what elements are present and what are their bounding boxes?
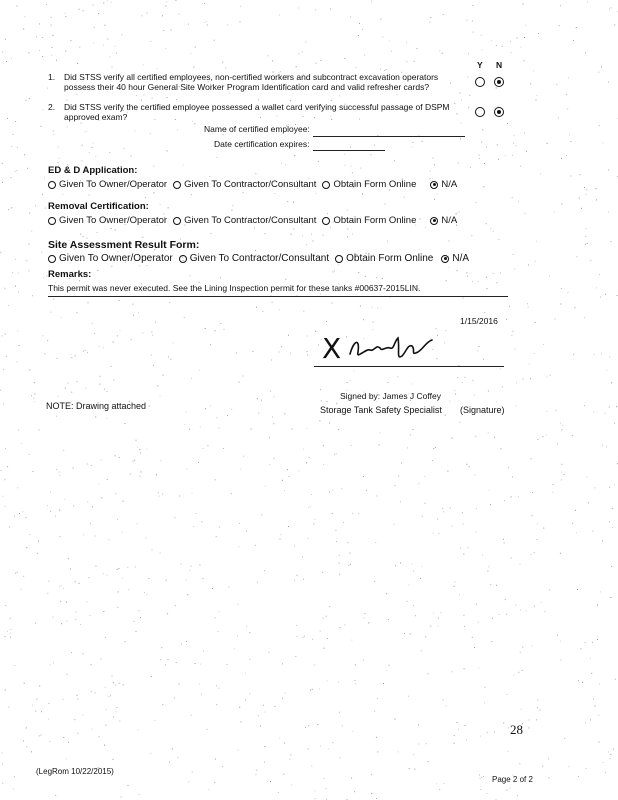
handwritten-signature — [346, 330, 442, 364]
signature-line[interactable] — [314, 366, 504, 367]
signature-date: 1/15/2016 — [460, 316, 498, 326]
question-1-text-line2: possess their 40 hour General Site Worker Program Identification card and valid refresher cards? — [64, 82, 430, 92]
signer-title: Storage Tank Safety Specialist — [320, 405, 442, 415]
signature-label: (Signature) — [460, 405, 505, 415]
removal-option-na[interactable]: N/A — [430, 215, 457, 226]
removal-certification-label: Removal Certification: — [48, 201, 149, 212]
radio-icon — [322, 181, 330, 189]
ed-d-option-owner[interactable]: Given To Owner/Operator — [48, 179, 167, 190]
question-2-number: 2. — [48, 102, 56, 112]
radio-selected-icon — [430, 217, 438, 225]
question-2-yes-radio[interactable] — [475, 107, 485, 117]
remarks-text: This permit was never executed. See the Lining Inspection permit for these tanks #00637-2015LIN. — [48, 283, 421, 293]
radio-icon — [48, 181, 56, 189]
signature-x-mark: X — [322, 332, 342, 365]
radio-icon — [48, 217, 56, 225]
radio-icon — [322, 217, 330, 225]
removal-option-contractor[interactable]: Given To Contractor/Consultant — [173, 215, 316, 226]
ed-d-application-label: ED & D Application: — [48, 165, 138, 176]
ed-d-application-options — [48, 179, 463, 190]
certified-employee-name-label: Name of certified employee: — [204, 124, 310, 134]
remarks-label: Remarks: — [48, 269, 92, 280]
radio-icon — [48, 255, 56, 263]
site-option-na[interactable]: N/A — [441, 253, 469, 264]
radio-icon — [173, 217, 181, 225]
removal-certification-options — [48, 215, 463, 226]
page-number-handwritten: 28 — [510, 722, 523, 737]
no-column-header: N — [496, 60, 503, 70]
site-option-contractor[interactable]: Given To Contractor/Consultant — [179, 253, 329, 264]
question-2-text-line2: approved exam? — [64, 112, 128, 122]
site-assessment-options — [48, 253, 475, 264]
yes-column-header: Y — [477, 60, 483, 70]
radio-selected-icon — [441, 255, 449, 263]
question-1-number: 1. — [48, 72, 56, 82]
footer-page-indicator: Page 2 of 2 — [492, 775, 533, 784]
drawing-attached-note: NOTE: Drawing attached — [46, 401, 147, 411]
radio-selected-icon — [430, 181, 438, 189]
remarks-underline — [48, 296, 508, 297]
site-option-online[interactable]: Obtain Form Online — [335, 253, 433, 264]
certification-expiry-field[interactable] — [313, 150, 385, 151]
ed-d-option-contractor[interactable]: Given To Contractor/Consultant — [173, 179, 316, 190]
radio-icon — [335, 255, 343, 263]
question-2-text-line1: Did STSS verify the certified employee possessed a wallet card verifying successful passage of DSPM — [64, 102, 450, 112]
certified-employee-name-field[interactable] — [313, 136, 465, 137]
site-option-owner[interactable]: Given To Owner/Operator — [48, 253, 173, 264]
question-1-no-radio[interactable] — [494, 77, 504, 87]
radio-icon — [173, 181, 181, 189]
footer-form-version: (LegRom 10/22/2015) — [36, 767, 114, 776]
radio-icon — [179, 255, 187, 263]
ed-d-option-online[interactable]: Obtain Form Online — [322, 179, 416, 190]
question-1-text-line1: Did STSS verify all certified employees, non-certified workers and subcontract excavation operators — [64, 72, 439, 82]
ed-d-option-na[interactable]: N/A — [430, 179, 457, 190]
question-2-no-radio[interactable] — [494, 107, 504, 117]
site-assessment-label: Site Assessment Result Form: — [48, 239, 200, 251]
removal-option-online[interactable]: Obtain Form Online — [322, 215, 416, 226]
certification-expiry-label: Date certification expires: — [214, 139, 310, 149]
removal-option-owner[interactable]: Given To Owner/Operator — [48, 215, 167, 226]
signed-by-text: Signed by: James J Coffey — [340, 391, 441, 401]
question-1-yes-radio[interactable] — [475, 77, 485, 87]
